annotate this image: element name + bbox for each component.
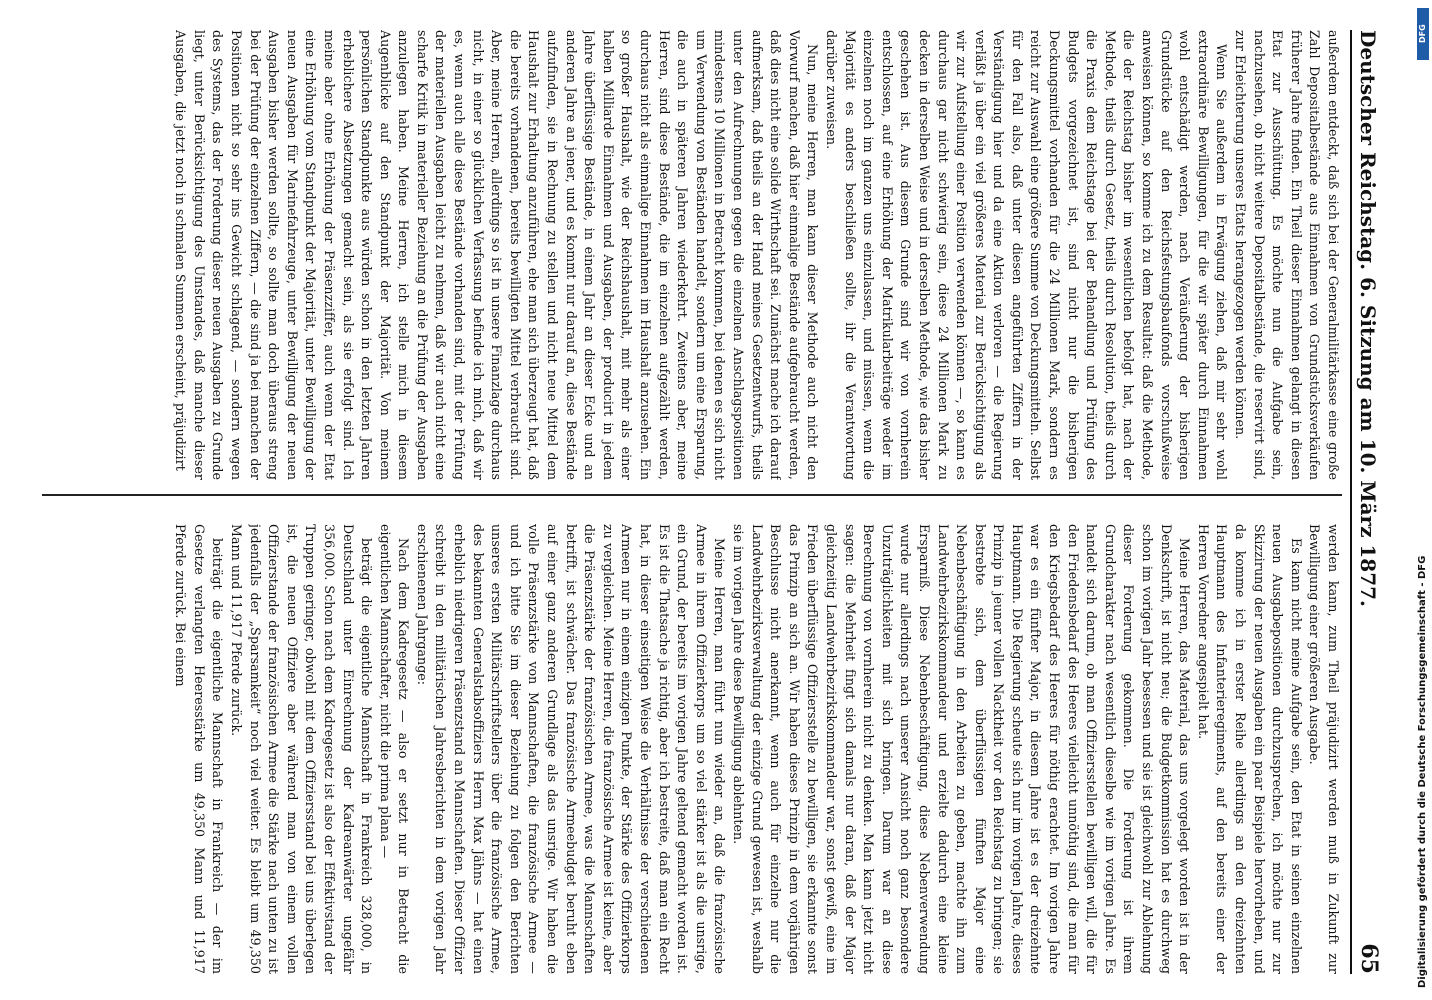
paragraph: werden kann, zum Theil präjudizirt werden muß in Zukunft zur Bewilligung einer größeren Ausgabe. xyxy=(1307,524,1341,974)
paragraph: beiträgt die eigentliche Mannschaft in Frankreich — der im Gesetze verlangten Heeresstärke um 49,350 Mann und 11,917 Pferde zurück. Bei einem xyxy=(173,524,226,974)
page-number: 65 xyxy=(1356,943,1382,974)
credit-text: Digitalisierung gefördert durch die Deutsche Forschungsgemeinschaft - DFG xyxy=(1417,555,1428,988)
page-title: Deutscher Reichstag. 6. Sitzung am 10. März 1877. xyxy=(1356,30,1380,608)
dfg-logo: DFG xyxy=(1417,8,1429,60)
digitization-credit xyxy=(1416,8,1430,992)
paragraph: Nun, meine Herren, man kann dieser Methode auch nicht den Vorwurf machen, daß hier einmalige Bestände aufgebraucht werden, daß dies nicht eine solide Wirthschaft sei. Zunächst mache ich darauf aufmerksam, daß theils an der Hand meines Gesetzentwurfs, theils unter den Aufrechnungen gegen die einzelnen Anschlagspositionen mindestens 10 Millionen in Betracht kommen, bei denen es sich nicht um Verwendung von Beständen handelt, sondern um eine Ersparung, die auch in späteren Jahren wiederkehrt. Zweitens aber, meine Herren, sind diese Bestände, die im einzelnen aufgezählt werden, durchaus nicht als einmalige Einnahmen im Haushalt anzusehen. Ein so großer Haushalt, wie der Reichshaushalt, mit mehr als einer halben Milliarde Einnahmen und Ausgaben, der producirt in jedem Jahre überflüssige Bestände, in einem Jahr an dieser Ecke und an anderen Jahre an jener, und es kommt nur darauf an, diese Bestände aufzufinden, sie in Rechnung zu stellen und nicht neue Mittel dem Haushalt zur Erhaltung anzuführen, ehe man sich überzeugt hat, daß die bereits vorhandenen, bereits bewilligten Mittel verbraucht sind. Aber, meine Herren, allerdings so ist in unsere Finanzlage durchaus nicht, in einer so glücklichen Verfassung befinde ich mich, daß wir es, wenn auch alle diese Bestände vorhanden sind, mit der Prüfung der materiellen Ausgaben leicht zu nehmen, daß wir auch nicht eine scharfe Kritik in materieller Beziehung an die Prüfung der Ausgaben anzulegen haben. Meine Herren, ich stelle mich in diesem Augenblicke auf den Standpunkt der Majorität. Von meinem persönlichen Standpunkte aus würden schon in den letzten Jahren erheblichere Absetzungen gemacht sein, als sie erfolgt sind. Ich meine aber ohne Erhöhung der Präsenzziffer, auch wenn der Etat eine Erhöhung vom Standpunkt der Majorität, unter Bewilligung der neuen Ausgaben für Marinefahrzeuge, unter Bewilligung der neuen Ausgaben bisher werden sollte, so sollte man doch überaus streng bei der Prüfung der einzelnen Ziffern, — die sind ja bei manchen der Positionen nicht so sehr ins Gewicht schlagend, — sondern wegen des Systems, das der Forderung dieser neuen Ausgaben zu Grunde liegt, unter Berücksichtigung des Umstandes, daß manche dieser Ausgaben, die jetzt noch in schmalen Summen erscheint, präjudizirt xyxy=(173,30,821,480)
paragraph: Wenn Sie außerdem in Erwägung ziehen, daß mir sehr wohl extraordinäre Bewilligungen, für die wir später durch Einnahmen wohl entschädigt werden, nach Veräußerung der bisherigen Grundstücke auf den Reichsfestungsbaufonds vorschußweise anweisen können, so komme ich zu dem Resultat: daß die Methode, die der Reichstag bisher im wesentlichen befolgt hat, nach der Methode, theils durch Gesetz, theils durch Resolution, theils durch die Praxis dem Reichstage bei der Behandlung und Prüfung des Budgets vorgezeichnet ist, sind nicht nur die bisherigen Deckungsmittel vorhanden für die 24 Millionen Mark, sondern es reicht zur Auswahl eine größere Summe von Deckungsmitteln. Selbst für den Fall also, daß unter diesen angeführten Ziffern in der Verständigung hier und da eine Aktion verloren — die Regierung verläßt ja über ein viel größeres Material zur Berücksichtigung als wir zur Aufstellung einer Position verwenden können —, so kann es durchaus gar nicht schwierig sein, diese 24 Millionen Mark zu decken in derselben Weise und in derselben Methode, wie das bisher geschehen ist. Aus diesem Grunde sind wir von vornherein entschlossen, auf eine Erhöhung der Matrikularbeiträge weder im einzelnen noch im ganzen uns einzulassen, und müssen, wenn die Majorität es anders beschließen sollte, ihr die Verantwortung darüber zuweisen. xyxy=(823,30,1230,480)
text-column-left xyxy=(42,30,1342,480)
paragraph: außerdem entdeckt, daß sich bei der Generalmilitärkasse eine große Zahl Depositalbestände aus Einnahmen von Grundstücksverkäufen früherer Jahre finden. Ein Theil dieser Einnahmen gelangt in diesen Etat zur Ausschüttung. Es möchte nun die Aufgabe sein, nachzusehen, ob nicht weitere Depositalbestände, die reservirt sind, zur Erleichterung unseres Etats herangezogen werden können. xyxy=(1233,30,1341,480)
paragraph: Meine Herren, man führt nun wieder an, daß die französische Armee in ihrem Offizierkorps um so viel stärker ist als die unsrige, ein Grund, der bereits im vorigen Jahre geltend gemacht worden ist. Es ist die Thatsache ja richtig, aber ich bestreite, daß man ein Recht hat, in dieser einseitigen Weise die Verhältnisse der verschiedenen Armeen nur in einem einzigen Punkte, der Stärke des Offizierkorps zu vergleichen. Meine Herren, die französische Armee ist keine, aber die Präsenzstärke der französischen Armee, was die Mannschaften betrifft, ist schwächer. Das französische Armeebudget beruht eben auf einer ganz anderen Grundlage als das unsrige. Wir haben die volle Präsenzstärke von Mannschaften, die französische Armee — und ich bitte Sie im dieser Beziehung zu folgen den Berichten unseres ersten Militärschriftstellers über die französische Armee, des bekannten Generalstabsoffiziers Herrn Max Jähns — hat einen erheblich niedrigeren Präsenzstand an Mannschaften. Dieser Offizier schreibt in den militärischen Jahresberichten in dem vorigen Jahr erschienenen Jahrgange: xyxy=(414,524,728,974)
paragraph: Meine Herren, das Material, das uns vorgelegt worden ist in der Denkschrift, ist nicht neu; die Budgetkommission hat es durchweg schon im vorigen Jahr besessen und sie ist gleichwohl zur Ablehnung dieser Forderung gekommen. Die Forderung ist ihrem Grundcharakter nach wesentlich dieselbe wie im vorigen Jahre. Es handelt sich darum, ob man Offiziersstellen bewilligen will, die für den Friedensbedarf des Heeres vielleicht unnöthig sind, die man für den Kriegsbedarf des Heeres für nöthig erachtet. Im vorigen Jahre war es ein fünfter Major, in diesem Jahre ist es der dreizehnte Hauptmann. Die Regierung scheute sich nur im vorigen Jahre, dieses Prinzip in jeuner vollen Nacktheit vor den Reichstag zu bringen; sie bestrebte sich, dem überflüssigen fünften Major eine Nebenbeschäftigung in den Arbeiten zu geben, machte ihn zum Landwehrbezirkskommandeur und erzielte dadurch eine kleine Ersparniß. Diese Nebenbeschäftigung, diese Nebenverwendung wurde nur allerdings nach unserer Ansicht noch ganz besondere Unzuträglichkeiten mit sich bringen. Darum war an diese Berechnung von vornherein nicht zu denken. Man kann jetzt nicht sagen: die Mehrheit fingt sich damals nur daran, daß der Major gleichzeitig Landwehrbezirkskommandeur war, sonst gewiß, eine im Frieden überflüssige Offiziersstelle zu bewilligen, sie erkannte sonst das Prinzip an sich an. Wir haben dieses Prinzip in dem vorjährigen Beschlusse nicht anerkannt, wenn auch für einzelne nur die Landwehrbezirksverwaltung der einzige Grund gewesen ist, weshalb sie im vorigen Jahre diese Bewilligung ablehnten. xyxy=(731,524,1193,974)
column-divider xyxy=(42,494,1342,496)
page-header xyxy=(1350,30,1382,974)
paragraph: Es kann nicht meine Aufgabe sein, den Etat in seinen einzelnen neuen Ausgabepositionen durchzusprechen, ich möchte nur zur Skizzirung der neuen Ausgaben ein paar Beispiele hervorheben, und da komme ich in erster Reihe allerdings an den dreizehnten Hauptmann des Infanterieregiments, auf den bereits einer der Herren Vorredner angespielt hat. xyxy=(1195,524,1304,974)
paragraph: beträgt die eigentliche Mannschaft in Frankreich 328,000, in Deutschland unter Einrechnung der Kadreanwärter ungefähr 356,000. Schon nach dem Kadregesetz ist also der Effektivstand der Truppen geringer, obwohl mit dem Offiziersstand bei uns überlegen ist, die neuen Offiziere aber während man von einem vollen Offizierstande der französischen Armee die Stärke nach unten zu ist jedenfalls der „Sparsamkeit“ noch viel weiter. Es bleibt um 49,350 Mann und 11,917 Pferde zurück. xyxy=(228,524,375,974)
paragraph: Nach dem Kadregesetz — also er setzt nur in Betracht die eigentlichen Mannschafter, nicht die prima plana — xyxy=(377,524,412,974)
text-column-right xyxy=(42,524,1342,974)
